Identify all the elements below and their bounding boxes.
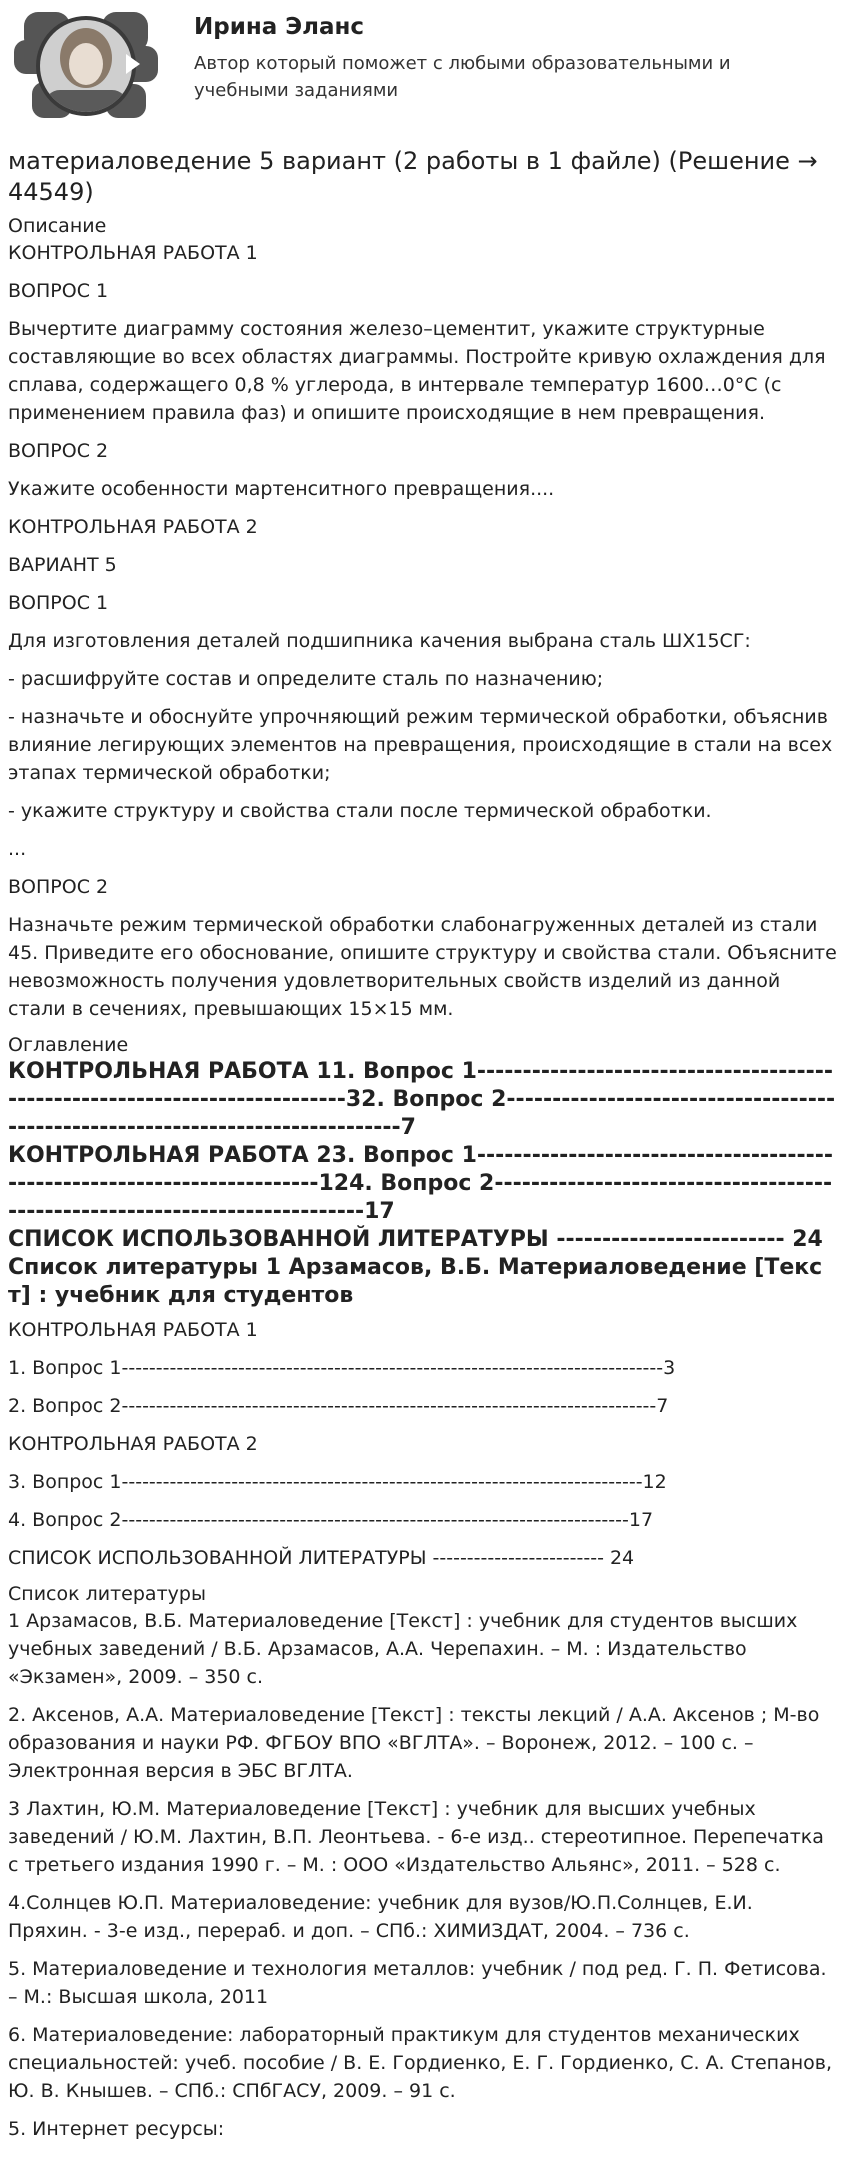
toc-item: КОНТРОЛЬНАЯ РАБОТА 1 (8, 1319, 258, 1341)
references-label: Список литературы (8, 1583, 206, 1605)
description-paragraph: - расшифруйте состав и определите сталь по назначению; (8, 668, 604, 690)
description-paragraph: ВОПРОС 1 (8, 592, 109, 614)
description-paragraph: Назначьте режим термической обработки слабонагруженных деталей из стали 45. Приведите его обоснование, опишите структуру и свойства стали. Объясните невозможность получения удовлетворительных свойств изделий из данной стали в сечениях, превышающих 15×15 мм. (8, 914, 837, 1020)
description (8, 239, 837, 1023)
toc-item: 1. Вопрос 1-------------------------------------------------------------------------------3 (8, 1357, 676, 1379)
toc-item: 3. Вопрос 1----------------------------------------------------------------------------12 (8, 1471, 667, 1493)
description-paragraph: ВОПРОС 2 (8, 440, 109, 462)
author-avatar[interactable] (14, 6, 158, 126)
toc-label: Оглавление (8, 1034, 129, 1056)
reference-item: 5. Интернет ресурсы: (8, 2118, 225, 2140)
reference-item: 1 Арзамасов, В.Б. Материаловедение [Текст] : учебник для студентов высших учебных заведений / В.Б. Арзамасов, А.А. Черепахин. – М. : Издательство «Экзамен», 2009. – 350 с. (8, 1610, 798, 1688)
toc-heading: КОНТРОЛЬНАЯ РАБОТА 11. Вопрос 1----------------------------------------------------------------------------32. Вопрос 2-------------------------------------------------------------------------------7 (8, 1059, 836, 1140)
toc-item: 2. Вопрос 2------------------------------------------------------------------------------7 (8, 1395, 669, 1417)
description-paragraph: Укажите особенности мартенситного превращения.... (8, 478, 555, 500)
author-card (8, 0, 837, 132)
description-paragraph: ВАРИАНТ 5 (8, 554, 117, 576)
toc-heading: Список литературы 1 Арзамасов, В.Б. Материаловедение [Текст] : учебник для студентов (8, 1255, 823, 1308)
toc-heading: СПИСОК ИСПОЛЬЗОВАННОЙ ЛИТЕРАТУРЫ ------------------------- 24 (8, 1227, 823, 1252)
description-paragraph: - назначьте и обоснуйте упрочняющий режим термической обработки, объяснив влияние легирующих элементов на превращения, происходящие в стали на всех этапах термической обработки; (8, 706, 833, 784)
reference-item: 5. Материаловедение и технология металлов: учебник / под ред. Г. П. Фетисова. – М.: Высшая школа, 2011 (8, 1958, 827, 2008)
references (8, 1607, 837, 2143)
reference-item: 6. Материаловедение: лабораторный практикум для студентов механических специальностей: учеб. пособие / В. Е. Гордиенко, Е. Г. Гордиенко, С. А. Степанов, Ю. В. Кнышев. – СПб.: СПбГАСУ, 2009. – 91 с. (8, 2024, 833, 2102)
description-paragraph: ВОПРОС 1 (8, 280, 109, 302)
toc-item: КОНТРОЛЬНАЯ РАБОТА 2 (8, 1433, 258, 1455)
page-title: материаловедение 5 вариант (2 работы в 1 файле) (Решение → 44549) (8, 147, 818, 206)
description-paragraph: ВОПРОС 2 (8, 876, 109, 898)
author-name[interactable]: Ирина Эланс (194, 14, 365, 40)
reference-item: 3 Лахтин, Ю.М. Материаловедение [Текст] : учебник для высших учебных заведений / Ю.М. Лахтин, В.П. Леонтьева. - 6-е изд.. стереотипное. Перепечатка с третьего издания 1990 г. – М. : ООО «Издательство Альянс», 2011. – 528 с. (8, 1798, 824, 1876)
reference-item: 2. Аксенов, А.А. Материаловедение [Текст] : тексты лекций / А.А. Аксенов ; М-во образования и науки РФ. ФГБОУ ВПО «ВГЛТА». – Воронеж, 2012. – 100 с. – Электронная версия в ЭБС ВГЛТА. (8, 1704, 820, 1782)
description-paragraph: Вычертите диаграмму состояния железо–цементит, укажите структурные составляющие во всех областях диаграммы. Постройте кривую охлаждения для сплава, содержащего 0,8 % углерода, в интервале температур 1600…0°С (с применением правила фаз) и опишите происходящие в нем превращения. (8, 318, 826, 424)
toc-item: СПИСОК ИСПОЛЬЗОВАННОЙ ЛИТЕРАТУРЫ ------------------------- 24 (8, 1547, 635, 1569)
description-paragraph: КОНТРОЛЬНАЯ РАБОТА 2 (8, 516, 258, 538)
reference-item: 4.Солнцев Ю.П. Материаловедение: учебник для вузов/Ю.П.Солнцев, Е.И. Пряхин. - 3-е изд., перераб. и доп. – СПб.: ХИМИЗДАТ, 2004. – 736 с. (8, 1892, 753, 1942)
description-paragraph: ... (8, 838, 27, 860)
description-paragraph: - укажите структуру и свойства стали после термической обработки. (8, 800, 712, 822)
toc-heading: КОНТРОЛЬНАЯ РАБОТА 23. Вопрос 1-------------------------------------------------------------------------124. Вопрос 2----------------------------------------------------------------------------17 (8, 1143, 834, 1224)
table-of-contents (8, 1058, 837, 1572)
description-label: Описание (8, 215, 107, 237)
description-paragraph: Для изготовления деталей подшипника качения выбрана сталь ШХ15СГ: (8, 630, 751, 652)
toc-item: 4. Вопрос 2--------------------------------------------------------------------------17 (8, 1509, 654, 1531)
description-paragraph: КОНТРОЛЬНАЯ РАБОТА 1 (8, 242, 258, 264)
author-description: Автор который поможет с любыми образовательными и учебными заданиями (194, 53, 731, 101)
